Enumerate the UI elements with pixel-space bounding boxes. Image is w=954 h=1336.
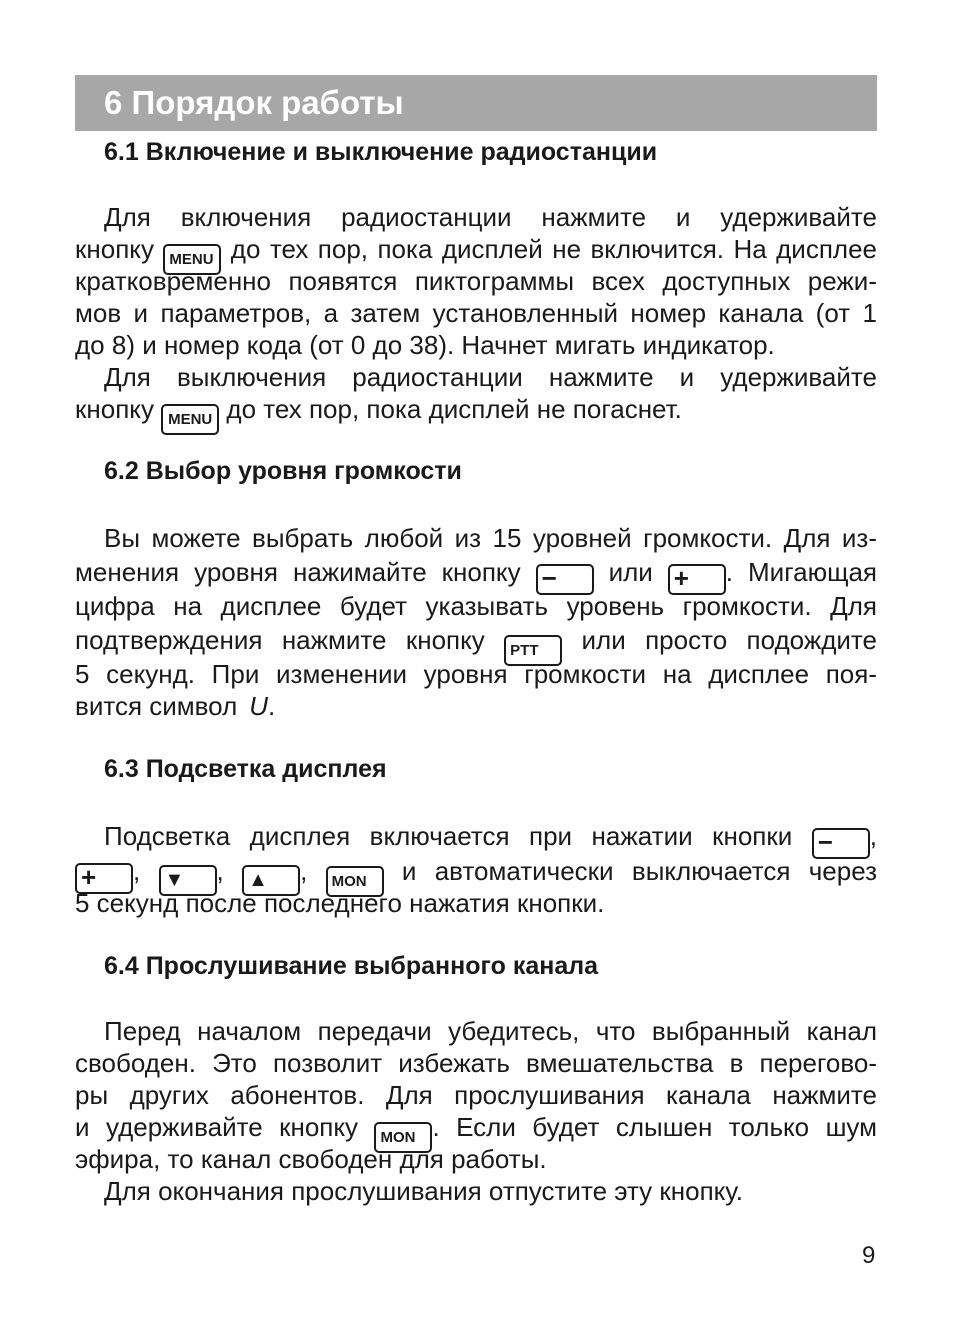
- text-segment: ,: [216, 856, 243, 886]
- text-segment: ,: [869, 821, 877, 851]
- text-line: [75, 1079, 877, 1111]
- text-segment: кнопку: [75, 394, 162, 424]
- up-key-icon: ▲: [242, 865, 300, 896]
- text-line: [104, 1015, 877, 1047]
- mon-key-icon: MON: [374, 1122, 432, 1153]
- text-segment: Перед началом передачи убедитесь, что выбранный канал: [104, 1016, 877, 1046]
- text-segment: или просто подождите: [562, 625, 877, 655]
- minus-key-icon: −: [536, 564, 594, 595]
- text-segment: мов и параметров, а затем установленный номер канала (от 1: [75, 298, 877, 328]
- text-segment: Для окончания прослушивания отпустите эту кнопку.: [104, 1176, 743, 1206]
- text-segment: до 8) и номер кода (от 0 до 38). Начнет мигать индикатор.: [75, 330, 775, 360]
- text-segment: ,: [300, 856, 326, 886]
- section-heading: 6.1 Включение и выключение радиостанции: [104, 138, 658, 166]
- text-segment: и автоматически выключается через: [383, 856, 878, 886]
- chapter-title: 6 Порядок работы: [104, 84, 404, 121]
- text-segment: или: [593, 557, 668, 587]
- text-line: [75, 329, 775, 361]
- text-segment: эфира, то канал свободен для работы.: [75, 1144, 547, 1174]
- text-line: [104, 522, 877, 554]
- text-segment: Подсветка дисплея включается при нажатии кнопки: [104, 821, 812, 851]
- text-segment: кнопку: [75, 234, 164, 264]
- text-segment: 5 секунд после последнего нажатия кнопки.: [75, 888, 605, 918]
- mon-key-icon: MON: [326, 866, 384, 897]
- section-heading: 6.4 Прослушивание выбранного канала: [104, 952, 599, 980]
- text-segment: ры других абонентов. Для прослушивания канала нажмите: [75, 1080, 877, 1110]
- text-line: [104, 820, 877, 859]
- menu-key-icon: MENU: [161, 404, 219, 435]
- display-symbol-icon: U: [249, 691, 269, 721]
- text-line: [75, 658, 877, 690]
- section-heading: 6.2 Выбор уровня громкости: [104, 457, 462, 485]
- down-key-icon: ▼: [159, 865, 217, 896]
- text-segment: 5 секунд. При изменении уровня громкости на дисплее поя-: [75, 659, 877, 689]
- text-line: [104, 201, 877, 233]
- text-line: [75, 887, 604, 919]
- plus-key-icon: +: [668, 564, 726, 595]
- text-line: [75, 1143, 547, 1175]
- text-segment: до тех пор, пока дисплей не погаснет.: [219, 394, 682, 424]
- text-segment: . Мигающая: [725, 557, 877, 587]
- plus-key-icon: +: [75, 863, 133, 894]
- text-line: [104, 1175, 743, 1207]
- menu-key-icon: MENU: [163, 244, 221, 275]
- section-heading: 6.3 Подсветка дисплея: [104, 755, 387, 783]
- ptt-key-icon: PTT: [504, 635, 562, 666]
- text-segment: Для выключения радиостанции нажмите и удерживайте: [104, 362, 877, 392]
- text-segment: подтверждения нажмите кнопку: [75, 625, 505, 655]
- text-segment: Вы можете выбрать любой из 15 уровней громкости. Для из-: [104, 523, 877, 553]
- text-line: [75, 690, 275, 722]
- text-segment: кратковременно появятся пиктограммы всех доступных режи-: [75, 266, 877, 296]
- text-segment: ,: [133, 856, 159, 886]
- text-line: [75, 590, 877, 622]
- text-line: [104, 361, 877, 393]
- text-line: [75, 1047, 877, 1079]
- chapter-title-bar: [75, 75, 877, 131]
- text-line: [75, 297, 877, 329]
- text-segment: свободен. Это позволит избежать вмешательства в перегово-: [75, 1048, 877, 1078]
- text-segment: и удерживайте кнопку: [75, 1112, 375, 1142]
- text-line: [75, 393, 682, 435]
- text-line: [75, 265, 877, 297]
- text-segment: менения уровня нажимайте кнопку: [75, 557, 536, 587]
- page-number: 9: [862, 1242, 876, 1269]
- text-segment: вится символ: [75, 691, 238, 721]
- text-segment: до тех пор, пока дисплей не включится. На дисплее: [221, 234, 877, 264]
- text-segment: . Если будет слышен только шум: [432, 1112, 878, 1142]
- text-segment: цифра на дисплее будет указывать уровень громкости. Для: [75, 591, 877, 621]
- text-segment: Для включения радиостанции нажмите и удерживайте: [104, 202, 877, 232]
- minus-key-icon: −: [812, 828, 870, 859]
- text-segment: .: [268, 691, 276, 721]
